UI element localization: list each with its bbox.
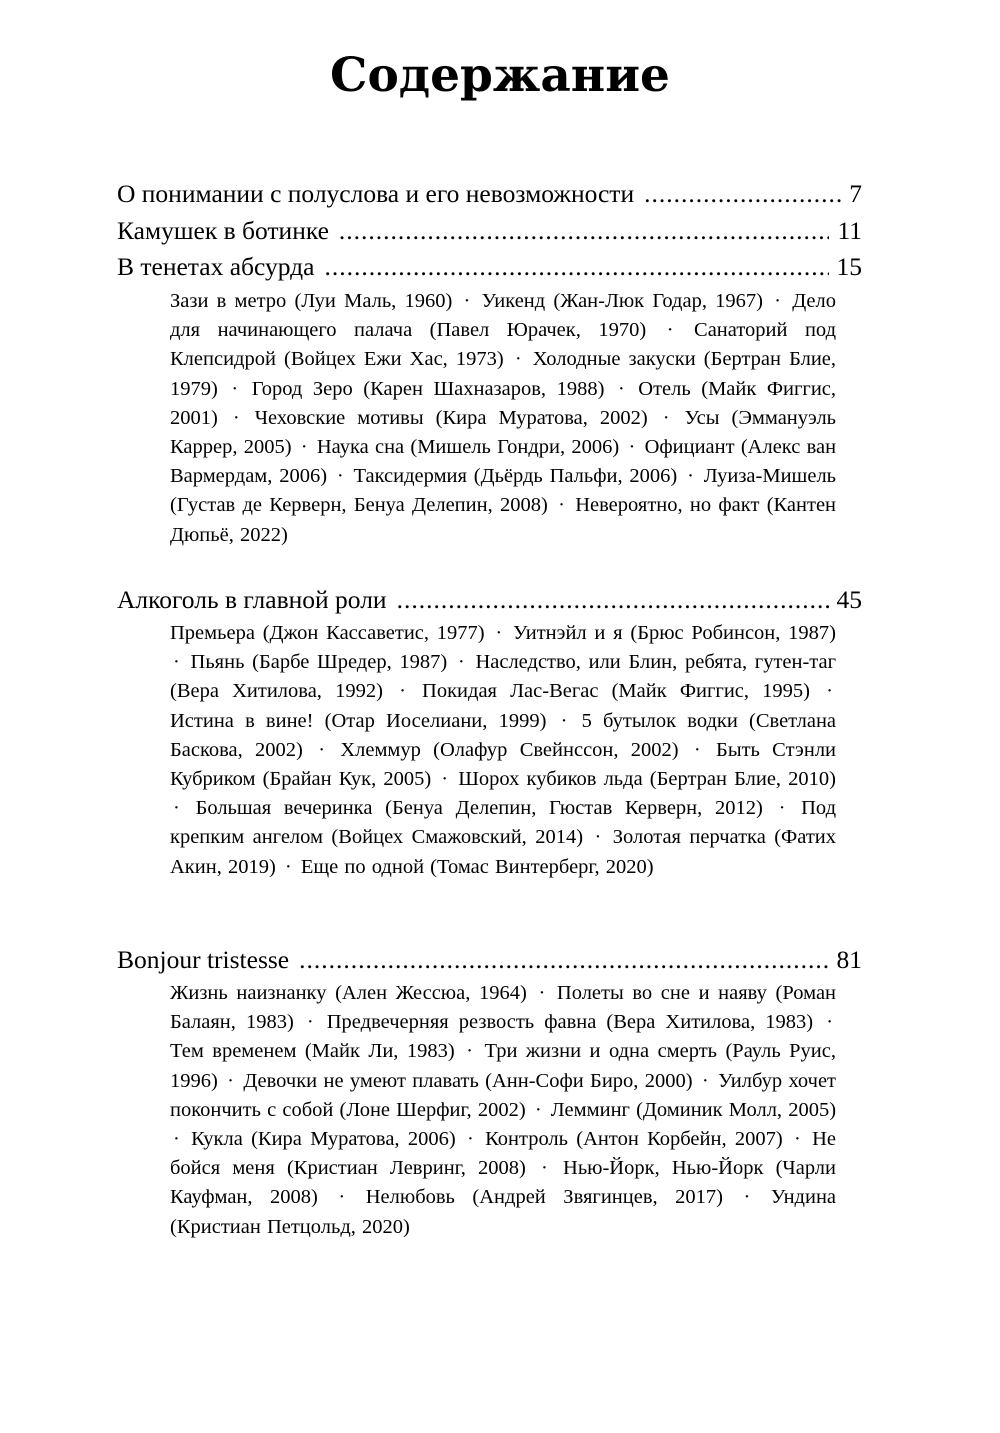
leader-dots <box>397 583 829 617</box>
film-item: Санаторий под Клепсидрой (Войцех Ежи Хас, 1973) <box>170 319 837 371</box>
leader-dots <box>324 250 828 284</box>
separator-dot: · <box>826 1011 834 1034</box>
film-item: Ундина (Кристиан Петцольд, 2020) <box>170 1186 837 1238</box>
film-item: Уилбур хочет покончить с собой (Лоне Шерфиг, 2002) <box>170 1069 837 1121</box>
film-item: Лемминг (Доминик Молл, 2005) <box>550 1098 837 1121</box>
toc-entry[interactable] <box>117 177 862 211</box>
separator-dot: · <box>495 622 503 644</box>
separator-dot: · <box>778 797 786 820</box>
separator-dot: · <box>441 768 449 791</box>
separator-dot: · <box>628 436 636 459</box>
separator-dot: · <box>173 1128 180 1151</box>
film-item: Кукла (Кира Муратова, 2006) <box>191 1128 456 1151</box>
film-item: Тем временем (Майк Ли, 1983) <box>170 1040 455 1063</box>
separator-dot: · <box>173 797 180 820</box>
film-item: Наследство, или Блин, ребята, гутен-таг (Вера Хитилова, 1992) <box>170 651 837 703</box>
separator-dot: · <box>538 982 546 1004</box>
film-item: Холодные закуски (Бертран Блие, 1979) <box>170 348 837 400</box>
separator-dot: · <box>560 709 568 732</box>
toc-entry[interactable] <box>117 214 862 248</box>
film-item: Не бойся меня (Кристиан Левринг, 2008) <box>170 1128 837 1180</box>
separator-dot: · <box>399 680 406 703</box>
toc-entry[interactable] <box>117 250 862 284</box>
separator-dot: · <box>463 290 471 312</box>
toc-entry-page: 7 <box>849 179 862 208</box>
separator-dot: · <box>457 651 465 674</box>
toc-entry-title: Камушек в ботинке <box>117 216 329 245</box>
toc-entry-page: 11 <box>837 216 862 245</box>
film-item: Контроль (Антон Корбейн, 2007) <box>485 1128 783 1151</box>
separator-dot: · <box>701 1069 709 1092</box>
film-item: Нелюбовь (Андрей Звягинцев, 2017) <box>365 1186 723 1209</box>
film-item: Луиза-Мишель (Густав де Керверн, Бенуа Делепин, 2008) <box>170 465 837 517</box>
film-item: Три жизни и одна смерть (Рауль Руис, 1996) <box>170 1040 837 1092</box>
film-item: Жизнь наизнанку (Ален Жессюа, 1964) <box>170 982 527 1004</box>
separator-dot: · <box>693 738 701 761</box>
film-list <box>170 979 836 1242</box>
separator-dot: · <box>466 1128 474 1151</box>
separator-dot: · <box>284 855 292 878</box>
leader-dots <box>299 943 828 977</box>
film-item: Предвечерняя резвость фавна (Вера Хитилова, 1983) <box>326 1011 814 1034</box>
film-item: 5 бутылок водки (Светлана Баскова, 2002) <box>170 709 837 761</box>
separator-dot: · <box>514 348 522 371</box>
separator-dot: · <box>687 465 694 488</box>
page-title: Содержание <box>330 48 670 103</box>
film-item: Город Зеро (Карен Шахназаров, 1988) <box>251 377 605 400</box>
separator-dot: · <box>338 1186 346 1209</box>
film-item: Истина в вине! (Отар Иоселиани, 1999) <box>170 709 547 732</box>
film-item: Большая вечеринка (Бенуа Делепин, Гюстав Керверн, 2012) <box>195 797 763 820</box>
toc-entry-title: В тенетах абсурда <box>117 252 315 281</box>
toc-entry-page: 45 <box>836 585 862 614</box>
separator-dot: · <box>541 1157 548 1180</box>
separator-dot: · <box>662 406 670 429</box>
toc-entry-title: Bonjour tristesse <box>117 945 290 974</box>
film-item: Невероятно, но факт (Кантен Дюпьё, 2022) <box>170 494 837 546</box>
film-item: Наука сна (Мишель Гондри, 2006) <box>316 436 620 459</box>
toc-entry-page: 81 <box>836 945 862 974</box>
film-list <box>170 287 836 550</box>
film-item: Чеховские мотивы (Кира Муратова, 2002) <box>254 406 648 429</box>
film-item: Таксидермия (Дьёрдь Пальфи, 2006) <box>353 465 678 488</box>
film-item: Уитнэйл и я (Брюс Робинсон, 1987) <box>513 622 836 644</box>
film-item: Покидая Лас-Вегас (Майк Фиггис, 1995) <box>422 680 811 703</box>
separator-dot: · <box>794 1128 801 1151</box>
separator-dot: · <box>558 494 565 517</box>
toc-entry[interactable] <box>117 943 862 977</box>
film-item: Золотая перчатка (Фатих Акин, 2019) <box>170 826 837 878</box>
film-item: Нью-Йорк, Нью-Йорк (Чарли Кауфман, 2008) <box>170 1157 836 1209</box>
film-item: Официант (Алекс ван Вармердам, 2006) <box>170 436 837 488</box>
film-item: Девочки не умеют плавать (Анн-Софи Биро, 2000) <box>243 1069 693 1092</box>
toc-entry-title: Алкоголь в главной роли <box>117 585 387 614</box>
film-item: Полеты во сне и наяву (Роман Балаян, 1983) <box>170 982 837 1034</box>
film-item: Еще по одной (Томас Винтерберг, 2020) <box>300 855 654 878</box>
separator-dot: · <box>594 826 602 849</box>
separator-dot: · <box>617 377 625 400</box>
separator-dot: · <box>300 436 308 459</box>
film-item: Хлеммур (Олафур Свейнссон, 2002) <box>340 738 679 761</box>
toc-entry-page: 15 <box>836 252 862 281</box>
film-item: Уикенд (Жан-Люк Годар, 1967) <box>481 290 763 312</box>
separator-dot: · <box>227 1069 234 1092</box>
film-item: Отель (Майк Фиггис, 2001) <box>170 377 837 429</box>
separator-dot: · <box>231 377 239 400</box>
separator-dot: · <box>318 738 326 761</box>
separator-dot: · <box>666 319 674 342</box>
film-item: Под крепким ангелом (Войцех Смажовский, 2014) <box>170 797 837 849</box>
separator-dot: · <box>336 465 344 488</box>
leader-dots <box>339 214 830 248</box>
film-list <box>170 619 836 882</box>
film-item: Шорох кубиков льда (Бертран Блие, 2010) <box>458 768 837 791</box>
separator-dot: · <box>173 651 180 674</box>
film-item: Дело для начинающего палача (Павел Юрачек, 1970) <box>170 290 837 342</box>
film-item: Быть Стэнли Кубриком (Брайан Кук, 2005) <box>170 738 837 791</box>
separator-dot: · <box>534 1098 542 1121</box>
film-item: Премьера (Джон Кассаветис, 1977) <box>170 622 485 644</box>
separator-dot: · <box>306 1011 314 1034</box>
film-item: Пьянь (Барбе Шредер, 1987) <box>190 651 448 674</box>
separator-dot: · <box>232 406 240 429</box>
separator-dot: · <box>743 1186 751 1209</box>
toc-entry[interactable] <box>117 583 862 617</box>
toc-entry-title: О понимании с полуслова и его невозможности <box>117 179 635 208</box>
separator-dot: · <box>826 680 833 703</box>
separator-dot: · <box>774 290 781 312</box>
separator-dot: · <box>466 1040 473 1063</box>
film-item: Усы (Эммануэль Каррер, 2005) <box>170 406 837 459</box>
film-item: Зази в метро (Луи Маль, 1960) <box>170 290 453 312</box>
leader-dots <box>644 177 841 211</box>
